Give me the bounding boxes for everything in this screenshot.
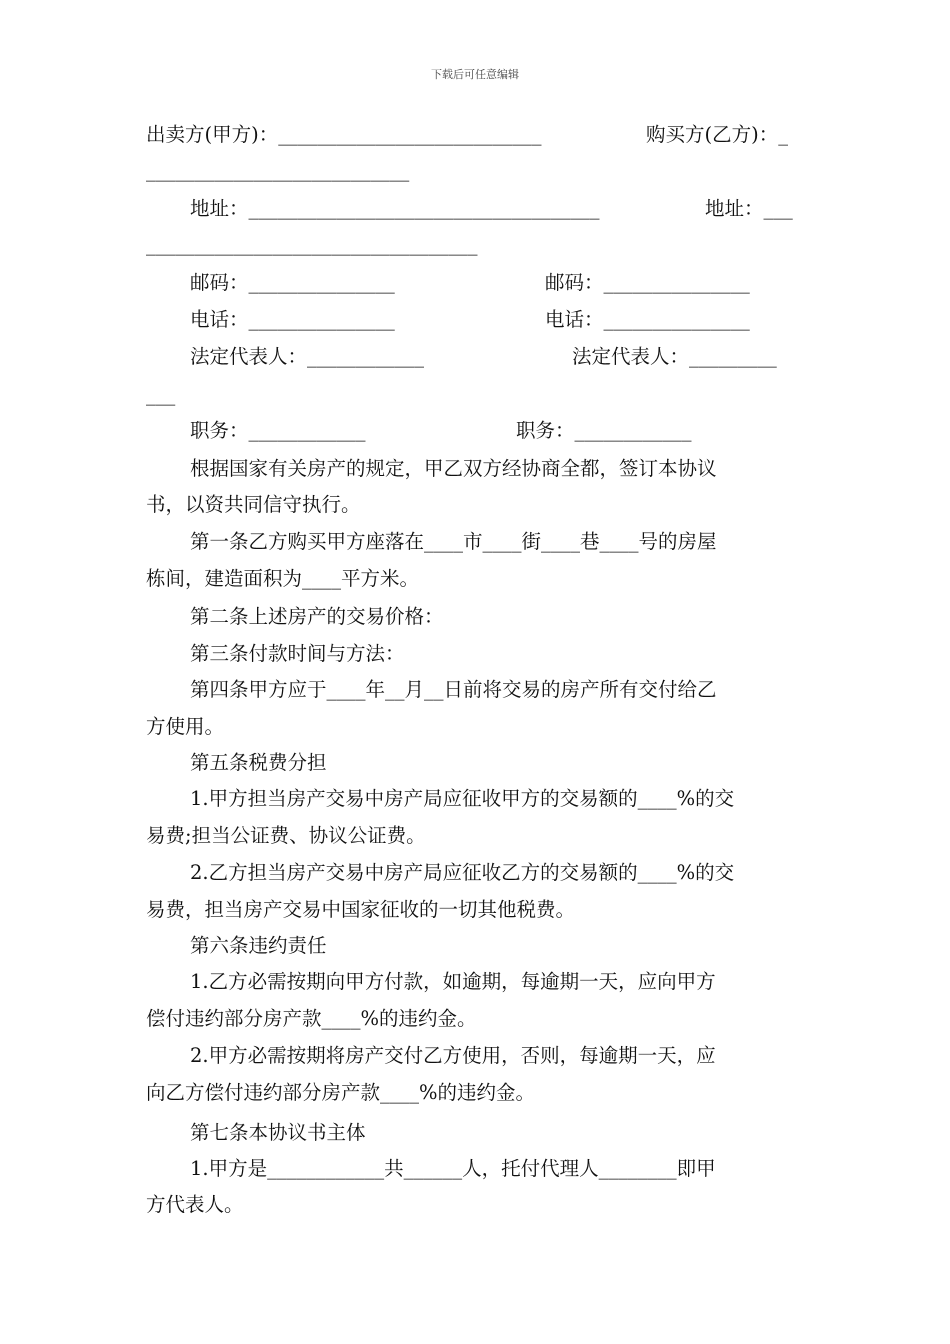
- buyer-phone-field: 电话：_______________: [545, 308, 750, 331]
- article-5-title: 第五条税费分担: [190, 751, 327, 774]
- article-6-item-1-line-2: 偿付违约部分房产款____%的违约金。: [146, 1007, 477, 1030]
- position-row: [190, 418, 806, 444]
- article-6-item-2-line-2: 向乙方偿付违约部分房产款____%的违约金。: [146, 1081, 536, 1104]
- article-6-item-2-line-1: 2.甲方必需按期将房产交付乙方使用，否则，每逾期一天，应: [190, 1044, 716, 1067]
- article-4-line-1: 第四条甲方应于____年__月__日前将交易的房产所有交付给乙: [190, 678, 717, 701]
- seller-address-field: 地址：____________________________________: [190, 197, 600, 220]
- party-row: [146, 122, 806, 148]
- article-1-line-2: 栋间，建造面积为____平方米。: [146, 567, 420, 590]
- article-7-title: 第七条本协议书主体: [190, 1121, 366, 1144]
- seller-zip-field: 邮码：_______________: [190, 271, 395, 294]
- intro-line-1: 根据国家有关房产的规定，甲乙双方经协商全都，签订本协议: [190, 457, 717, 480]
- buyer-representative-field: 法定代表人：_________: [572, 345, 777, 368]
- seller-representative-field: 法定代表人：____________: [190, 345, 425, 368]
- article-3: 第三条付款时间与方法：: [190, 642, 405, 665]
- address-row: [190, 196, 806, 222]
- article-6-item-1-line-1: 1.乙方必需按期向甲方付款，如逾期，每逾期一天，应向甲方: [190, 970, 716, 993]
- seller-field: 出卖方(甲方)：___________________________: [146, 123, 542, 146]
- article-1-line-1: 第一条乙方购买甲方座落在____市____街____巷____号的房屋: [190, 530, 717, 553]
- buyer-representative-continuation: ___: [146, 383, 176, 406]
- representative-row: [190, 344, 806, 370]
- article-5-item-1-line-1: 1.甲方担当房产交易中房产局应征收甲方的交易额的____%的交: [190, 787, 735, 810]
- article-6-title: 第六条违约责任: [190, 934, 327, 957]
- article-7-item-1-line-2: 方代表人。: [146, 1193, 244, 1216]
- intro-line-2: 书，以资共同信守执行。: [146, 493, 361, 516]
- article-7-item-1-line-1: 1.甲方是____________共______人，托付代理人________即甲: [190, 1157, 716, 1180]
- phone-row: [190, 307, 806, 333]
- page-header: 下载后可任意编辑: [431, 68, 519, 81]
- seller-phone-field: 电话：_______________: [190, 308, 395, 331]
- buyer-field: 购买方(乙方)：_: [646, 123, 788, 146]
- article-2: 第二条上述房产的交易价格：: [190, 605, 444, 628]
- article-4-line-2: 方使用。: [146, 715, 225, 738]
- article-5-item-2-line-1: 2.乙方担当房产交易中房产局应征收乙方的交易额的____%的交: [190, 861, 735, 884]
- buyer-field-continuation: ___________________________: [146, 159, 410, 182]
- buyer-address-continuation: __________________________________: [146, 233, 478, 256]
- article-5-item-1-line-2: 易费;担当公证费、协议公证费。: [146, 824, 426, 847]
- article-5-item-2-line-2: 易费，担当房产交易中国家征收的一切其他税费。: [146, 898, 576, 921]
- zip-row: [190, 270, 806, 296]
- buyer-address-field: 地址：___: [705, 197, 793, 220]
- buyer-position-field: 职务：____________: [516, 419, 692, 442]
- buyer-zip-field: 邮码：_______________: [545, 271, 750, 294]
- seller-position-field: 职务：____________: [190, 419, 366, 442]
